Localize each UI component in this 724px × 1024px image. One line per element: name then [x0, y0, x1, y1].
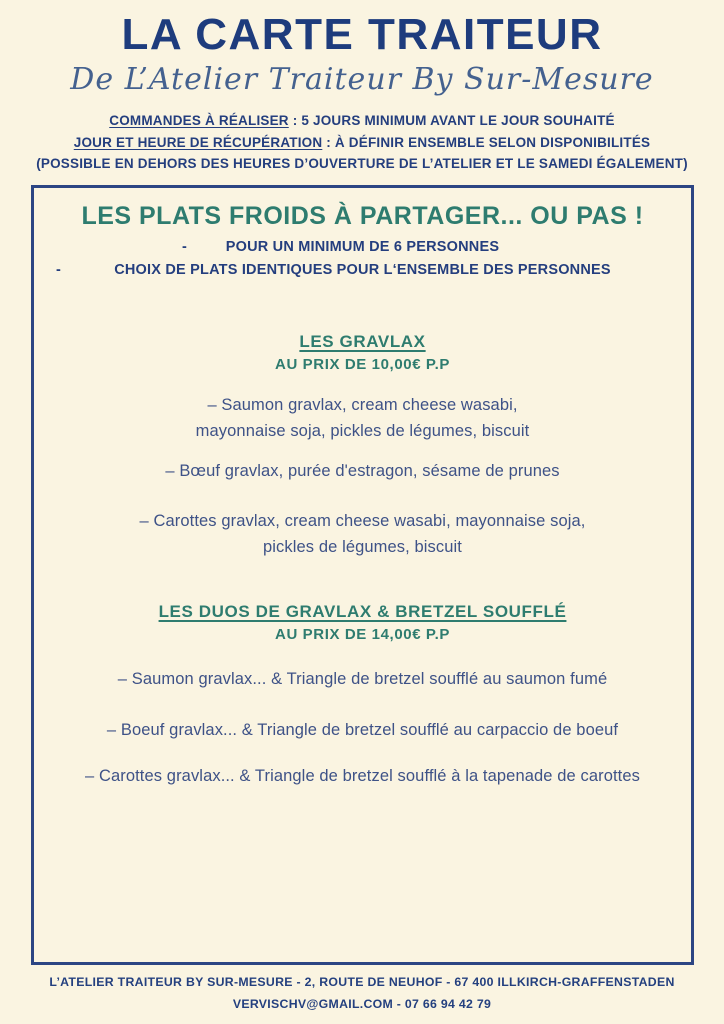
footer: [0, 971, 724, 1015]
menu-item-line: – Carottes gravlax... & Triangle de bretzel soufflé à la tapenade de carottes: [85, 767, 640, 785]
section-price: AU PRIX DE 14,00€ P.P: [275, 626, 450, 643]
menu-item-line: – Saumon gravlax... & Triangle de bretzel soufflé au saumon fumé: [117, 670, 608, 688]
bullet-minimum-persons: [34, 237, 691, 257]
bullet-dash: -: [182, 239, 188, 255]
section-price: AU PRIX DE 10,00€ P.P: [275, 356, 450, 373]
cold-dishes-box: [31, 185, 694, 965]
notice-label-orders: COMMANDES À RÉALISER: [109, 113, 289, 128]
bullet-dash: -: [56, 262, 62, 278]
notice-label-pickup: JOUR ET HEURE DE RÉCUPÉRATION: [73, 134, 323, 150]
notice-line-orders: [0, 110, 724, 132]
notice-line-pickup: [0, 132, 724, 154]
footer-contact: VERVISCHV@GMAIL.COM - 07 66 94 42 79: [232, 997, 492, 1012]
menu-item-line: – Carottes gravlax, cream cheese wasabi, mayonnaise soja,: [139, 512, 586, 530]
menu-item-carottes-gravlax: [34, 508, 691, 560]
menu-item-line: – Boeuf gravlax... & Triangle de bretzel soufflé au carpaccio de boeuf: [106, 721, 619, 739]
menu-item-duo-carottes: [34, 763, 691, 789]
section-title: LES GRAVLAX: [299, 332, 426, 351]
notice-text-hours: (POSSIBLE EN DEHORS DES HEURES D’OUVERTURE DE L’ATELIER ET LE SAMEDI ÉGALEMENT): [36, 156, 688, 172]
notice-text-orders: : 5 JOURS MINIMUM AVANT LE JOUR SOUHAITÉ: [288, 113, 615, 128]
order-notice: [0, 110, 724, 175]
section-title: LES DUOS DE GRAVLAX & BRETZEL SOUFFLÉ: [158, 602, 567, 621]
notice-line-hours: [0, 153, 724, 175]
section-duos-gravlax-bretzel: [34, 602, 691, 789]
menu-item-duo-boeuf: [34, 717, 691, 743]
page-title: LA CARTE TRAITEUR: [121, 10, 603, 59]
bullet-text: CHOIX DE PLATS IDENTIQUES POUR L‘ENSEMBLE DES PERSONNES: [114, 262, 611, 278]
menu-item-line: pickles de légumes, biscuit: [263, 538, 462, 556]
notice-text-pickup: : À DÉFINIR ENSEMBLE SELON DISPONIBILITÉS: [322, 134, 651, 150]
bullet-identical-dishes: [34, 260, 691, 280]
menu-item-line: – Saumon gravlax, cream cheese wasabi,: [207, 396, 518, 414]
section-gravlax: [34, 332, 691, 560]
menu-item-duo-saumon: [34, 666, 691, 692]
menu-item-boeuf-gravlax: [34, 458, 691, 484]
footer-address: L’ATELIER TRAITEUR BY SUR-MESURE - 2, ROUTE DE NEUHOF - 67 400 ILLKIRCH-GRAFFENSTADEN: [49, 975, 675, 989]
box-heading: LES PLATS FROIDS À PARTAGER... OU PAS !: [81, 202, 644, 230]
bullet-text: POUR UN MINIMUM DE 6 PERSONNES: [225, 239, 500, 255]
menu-item-saumon-gravlax: [34, 392, 691, 444]
page-subtitle: De L’Atelier Traiteur By Sur-Mesure: [70, 62, 654, 97]
menu-item-line: mayonnaise soja, pickles de légumes, biscuit: [195, 422, 530, 440]
menu-item-line: – Bœuf gravlax, purée d'estragon, sésame de prunes: [165, 462, 560, 480]
